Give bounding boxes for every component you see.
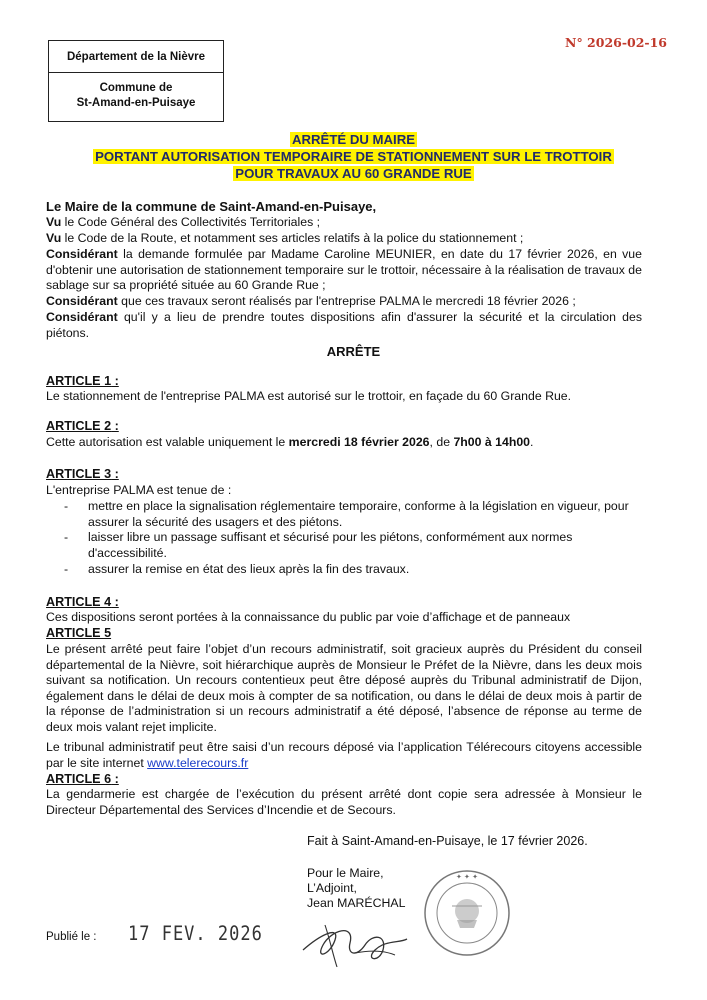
title-line2: PORTANT AUTORISATION TEMPORAIRE DE STATIONNEMENT SUR LE TROTTOIR	[95, 149, 612, 164]
article-3-item: - assurer la remise en état des lieux après la fin des travaux.	[64, 562, 410, 576]
article-1-text: Le stationnement de l'entreprise PALMA est autorisé sur le trottoir, en façade du 60 Grande Rue.	[46, 389, 572, 403]
considerant-3: Considérant qu'il y a lieu de prendre toutes dispositions afin d'assurer la sécurité et la circulation des piétons.	[46, 310, 642, 340]
title-line3: POUR TRAVAUX AU 60 GRANDE RUE	[235, 166, 472, 181]
published-label: Publié le :	[46, 931, 97, 943]
arrete-number: N° 2026-02-16	[565, 35, 667, 50]
commune-line2: St-Amand-en-Puisaye	[76, 97, 196, 109]
considerant-2: Considérant que ces travaux seront réalisés par l'entreprise PALMA le mercredi 18 février 2026 ;	[46, 294, 576, 308]
article-2-heading: ARTICLE 2 :	[46, 419, 119, 433]
article-5-text: Le présent arrêté peut faire l’objet d’un recours administratif, soit gracieux auprès du Président du conseil départemental de la Nièvre, soit hiérarchique auprès de Monsieur le Préfet de la Nièvre, dans les deux mois suivant sa notification. Un recours contentieux peut être déposé auprès du Tribunal administratif de Dijon, également dans le délai de deux mois à compter de sa notification, ou dans le délai de deux mois à partir de la réponse de l’administration si un recours administratif a été déposé, l’absence de réponse au terme de deux mois valant rejet implicite.	[46, 642, 642, 734]
article-3-item: - mettre en place la signalisation réglementaire temporaire, conforme à la législation en vigueur, pour assurer la sécurité des usagers et des piétons.	[64, 499, 629, 529]
signatory-name: Jean MARÉCHAL	[307, 896, 406, 910]
article-3-heading: ARTICLE 3 :	[46, 467, 119, 481]
article-4-text: Ces dispositions seront portées à la connaissance du public par voie d’affichage et de panneaux	[46, 610, 571, 624]
place-date: Fait à Saint-Amand-en-Puisaye, le 17 février 2026.	[307, 834, 588, 848]
telerecours-link[interactable]: www.telerecours.fr	[147, 755, 249, 770]
article-1-heading: ARTICLE 1 :	[46, 374, 119, 388]
commune-line1: Commune de	[99, 82, 173, 94]
article-3-item: - laisser libre un passage suffisant et sécurisé pour les piétons, conformément aux normes d'accessibilité.	[64, 530, 573, 560]
published-date-stamp: 17 FEV. 2026	[128, 922, 263, 946]
title-line1: ARRÊTÉ DU MAIRE	[291, 132, 416, 147]
article-4-heading: ARTICLE 4 :	[46, 595, 119, 609]
article-6-text: La gendarmerie est chargée de l’exécution du présent arrêté dont copie sera adressée à Monsieur le Directeur Départemental des Services d’Incendie et de Secours.	[46, 787, 642, 817]
deputy-label: L’Adjoint,	[307, 881, 357, 895]
vu-line-2: Vu le Code de la Route, et notamment ses articles relatifs à la police du stationnement ;	[46, 231, 524, 245]
vu-line-1: Vu le Code Général des Collectivités Territoriales ;	[46, 215, 321, 229]
mayor-line: Le Maire de la commune de Saint-Amand-en-Puisaye,	[46, 199, 377, 214]
handwritten-signature	[295, 905, 415, 975]
article-2-text: Cette autorisation est valable uniquement le mercredi 18 février 2026, de 7h00 à 14h00.	[46, 435, 534, 449]
department-label: Département de la Nièvre	[49, 41, 223, 73]
commune-label	[49, 73, 223, 111]
issuer-box	[48, 40, 224, 122]
mairie-seal	[422, 868, 512, 958]
considerant-1: Considérant la demande formulée par Madame Caroline MEUNIER, en date du 17 février 2026, en vue d'obtenir une autorisation de stationnement temporaire sur le trottoir, nécessaire à la réalisation de travaux de sablage sur sa propriété située au 60 Grande Rue ;	[46, 247, 642, 293]
svg-text:✦ ✦ ✦: ✦ ✦ ✦	[455, 873, 479, 881]
arrete-heading: ARRÊTE	[326, 344, 381, 359]
for-mayor: Pour le Maire,	[307, 866, 384, 880]
article-6-heading: ARTICLE 6 :	[46, 772, 119, 786]
article-5-tribunal: Le tribunal administratif peut être saisi d’un recours déposé via l’application Télérecours citoyens accessible par le site internet www.telerecours.fr	[46, 740, 642, 770]
article-3-intro: L'entreprise PALMA est tenue de :	[46, 483, 232, 497]
article-5-heading: ARTICLE 5	[46, 626, 112, 640]
